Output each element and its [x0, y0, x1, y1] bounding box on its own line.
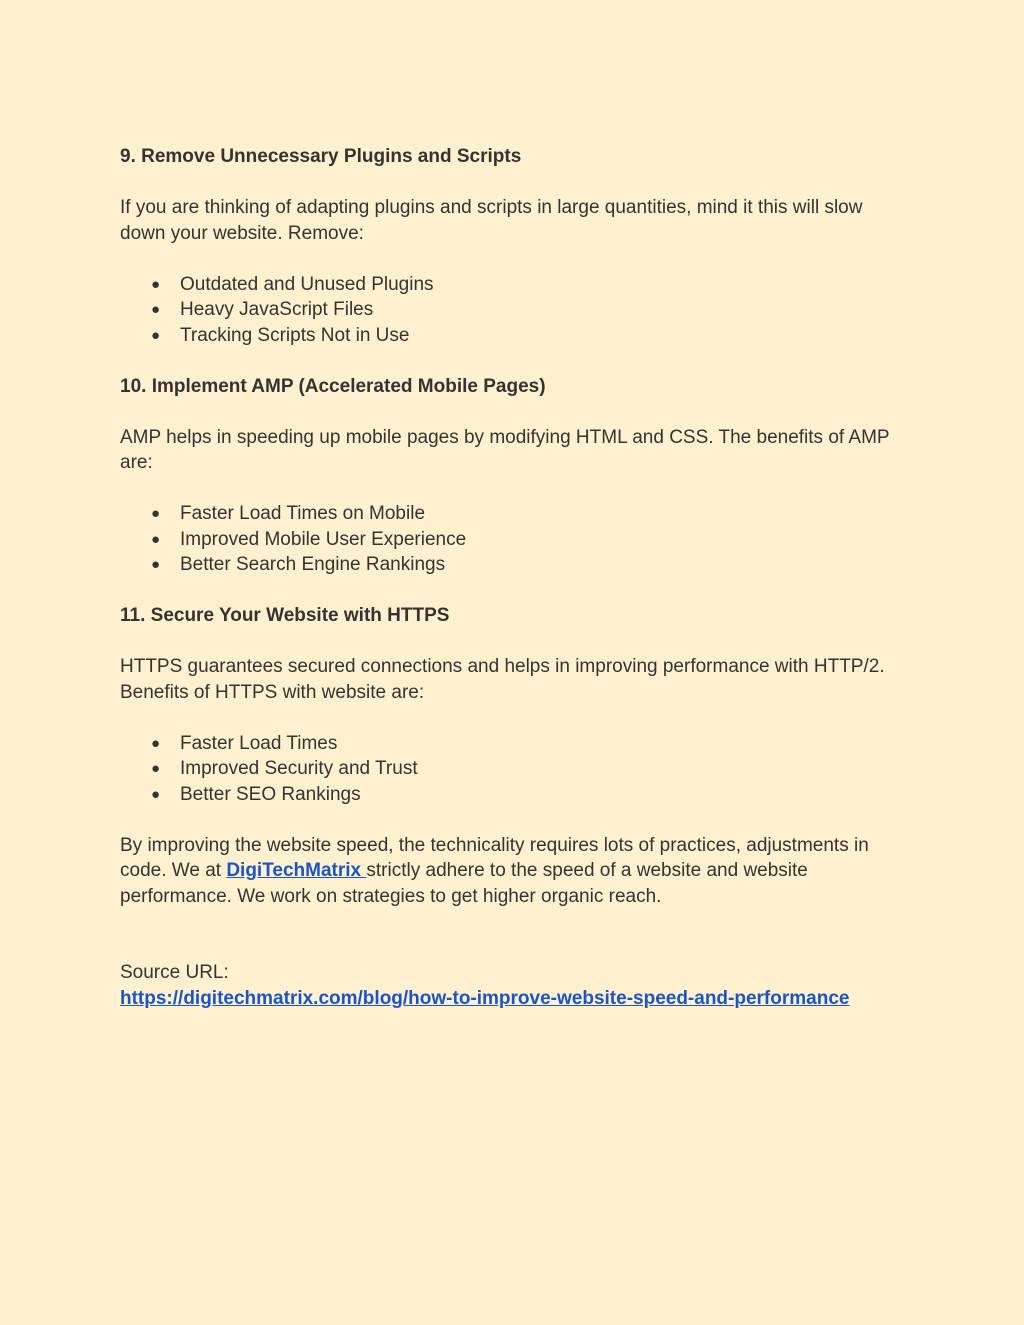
- list-item: [120, 297, 910, 323]
- conclusion-text-end: strictly adhere to the speed of a website and website performance. We work on strategies to get higher organic reach.: [120, 860, 808, 907]
- bullet-list-https: [120, 731, 910, 808]
- bullet-list-remove-plugins: [120, 272, 910, 349]
- list-item-text: Faster Load Times: [180, 732, 338, 754]
- list-item-text: Better Search Engine Rankings: [180, 554, 446, 575]
- list-item-text: Tracking Scripts Not in Use: [180, 324, 410, 346]
- list-item: [120, 782, 910, 808]
- conclusion-paragraph: [120, 833, 910, 910]
- bullet-icon: ●: [151, 275, 161, 293]
- list-item-text: Faster Load Times on Mobile: [180, 503, 426, 524]
- bullet-icon: ●: [151, 556, 161, 573]
- section-intro-https: HTTPS guarantees secured connections and helps in improving performance with HTTP/2. Benefits of HTTPS with website are:: [120, 656, 885, 703]
- list-item-text: Improved Security and Trust: [180, 758, 418, 779]
- list-item: [120, 323, 910, 349]
- list-item: [120, 527, 910, 553]
- digitechmatrix-link[interactable]: DigiTechMatrix: [226, 860, 367, 881]
- document-content: [120, 144, 910, 1011]
- list-item: [120, 756, 910, 782]
- source-url-link[interactable]: https://digitechmatrix.com/blog/how-to-improve-website-speed-and-performance: [120, 987, 850, 1009]
- bullet-icon: ●: [151, 734, 161, 752]
- bullet-icon: ●: [151, 326, 161, 344]
- section-heading-remove-plugins: 9. Remove Unnecessary Plugins and Scripts: [120, 146, 522, 167]
- section-intro-remove-plugins: If you are thinking of adapting plugins and scripts in large quantities, mind it this will slow down your website. Remove:: [120, 197, 863, 244]
- conclusion-text-start: By improving the website speed, the technicality requires lots of practices, adjustments in code. We at: [120, 834, 869, 881]
- bullet-icon: ●: [151, 530, 161, 548]
- list-item-text: Outdated and Unused Plugins: [180, 273, 434, 295]
- list-item-text: Heavy JavaScript Files: [180, 299, 374, 320]
- bullet-list-amp: [120, 501, 910, 578]
- section-heading-amp: 10. Implement AMP (Accelerated Mobile Pages): [120, 375, 546, 397]
- list-item: [120, 552, 910, 578]
- bullet-icon: ●: [151, 785, 161, 803]
- source-url-paragraph: [120, 986, 910, 1012]
- list-item: [120, 272, 910, 298]
- list-item: [120, 731, 910, 757]
- bullet-icon: ●: [151, 301, 161, 318]
- list-item-text: Better SEO Rankings: [180, 783, 361, 805]
- section-heading-https: 11. Secure Your Website with HTTPS: [120, 605, 450, 626]
- source-label: Source URL:: [120, 962, 229, 983]
- section-intro-amp: AMP helps in speeding up mobile pages by modifying HTML and CSS. The benefits of AMP are:: [120, 426, 890, 473]
- list-item: [120, 501, 910, 527]
- bullet-icon: ●: [151, 505, 161, 522]
- bullet-icon: ●: [151, 760, 161, 777]
- list-item-text: Improved Mobile User Experience: [180, 528, 467, 550]
